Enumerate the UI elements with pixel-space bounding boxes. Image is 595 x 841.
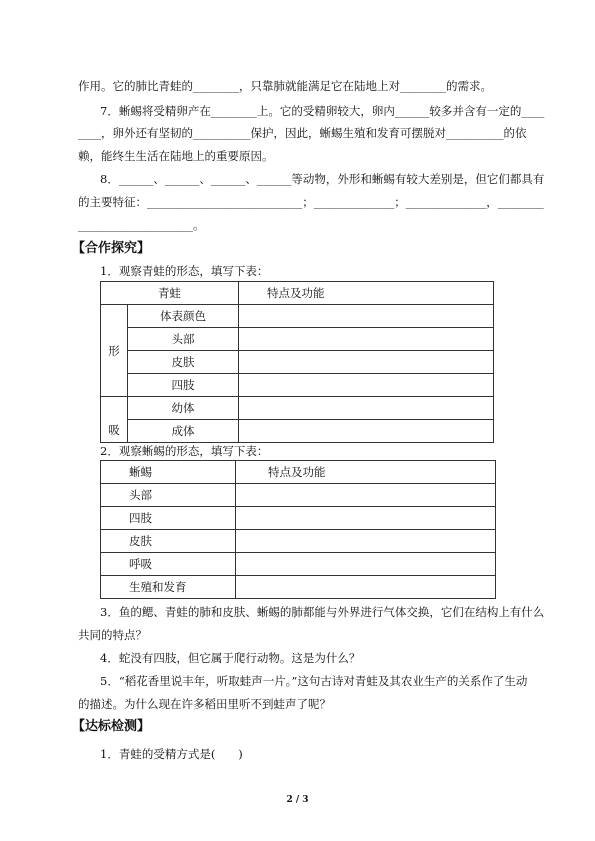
answer-cell[interactable] [239,374,494,397]
question-test-1: 1．青蛙的受精方式是( ) [100,747,243,761]
answer-cell[interactable] [239,305,494,328]
table-group-label: 形 [101,305,128,397]
answer-cell[interactable] [236,576,496,599]
table-row-label: 皮肤 [128,351,239,374]
answer-cell[interactable] [236,530,496,553]
answer-cell[interactable] [236,484,496,507]
answer-cell[interactable] [236,553,496,576]
table-group-label: 吸 [101,397,128,443]
question-3: 3．鱼的鳃、青蛙的肺和皮肤、蜥蜴的肺都能与外界进行气体交换，它们在结构上有什么 [100,605,545,619]
text-line: ____________________。 [78,218,205,232]
table-row-label: 头部 [128,328,239,351]
table-row-label: 四肢 [128,374,239,397]
text-line: 共同的特点？ [78,628,147,642]
table-row-label: 体表颜色 [128,305,239,328]
text-line: 赖，能终生生活在陆地上的重要原因。 [78,149,274,163]
answer-cell[interactable] [239,351,494,374]
question-7: 7．蜥蜴将受精卵产在________上。它的受精卵较大，卵内______较多并含有一定的____ [100,104,545,118]
table-row-label: 生殖和发育 [101,576,236,599]
table-row-label: 头部 [101,484,236,507]
table-header: 蜥蜴 [101,461,236,484]
answer-cell[interactable] [239,397,494,420]
answer-cell[interactable] [239,328,494,351]
table-header: 青蛙 [101,282,239,305]
table-row-label: 四肢 [101,507,236,530]
table-header: 特点及功能 [239,282,494,305]
text-line: 作用。它的肺比青蛙的________，只靠肺就能满足它在陆地上对________的需求。 [78,79,492,93]
question-8: 8．______、______、______、______等动物，外形和蜥蜴有较大差别是，但它们都具有 [100,172,545,186]
answer-cell[interactable] [236,507,496,530]
table-row-label: 幼体 [128,397,239,420]
page-number: 2 / 3 [286,795,309,805]
table-row-label: 呼吸 [101,553,236,576]
section-heading-cooperative: 【合作探究】 [72,241,151,256]
table-header: 特点及功能 [236,461,496,484]
frog-table [100,281,494,443]
lizard-table [100,460,496,599]
question-5: 5．“稻花香里说丰年，听取蛙声一片。”这句古诗对青蛙及其农业生产的关系作了生动 [100,674,528,688]
question-lizard-table: 2．观察蜥蜴的形态，填写下表： [100,444,269,458]
answer-cell[interactable] [239,420,494,443]
question-frog-table: 1．观察青蛙的形态，填写下表： [100,264,269,278]
text-line: 的描述。为什么现在许多稻田里听不到蛙声了呢？ [78,697,331,711]
section-heading-test: 【达标检测】 [72,719,151,734]
text-line: 的主要特征：___________________________；______________；______________，________ [78,195,544,209]
question-4: 4．蛇没有四肢，但它属于爬行动物。这是为什么？ [100,651,361,665]
text-line: ____，卵外还有坚韧的__________保护，因此，蜥蜴生殖和发育可摆脱对__________的依 [78,126,527,140]
table-row-label: 成体 [128,420,239,443]
table-row-label: 皮肤 [101,530,236,553]
